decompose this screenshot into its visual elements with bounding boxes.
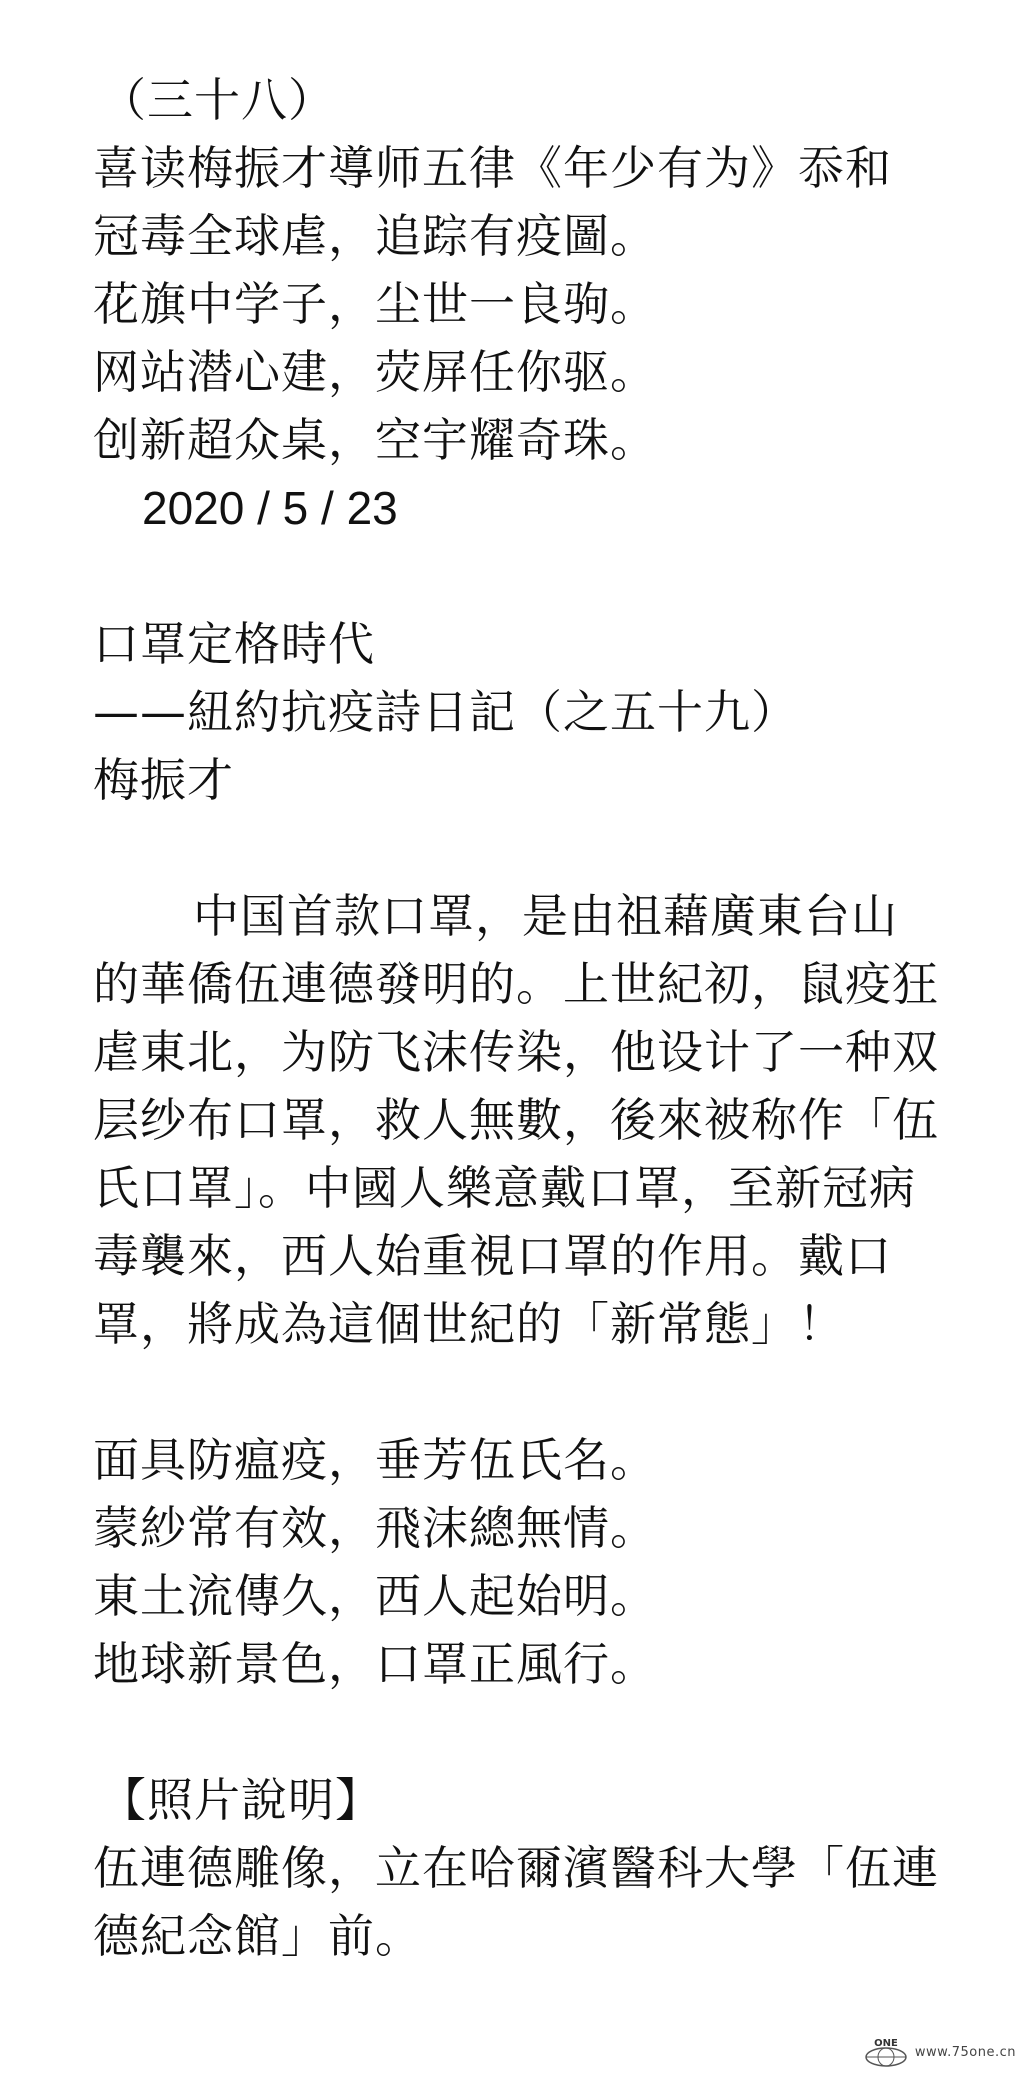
- caption-line: 伍連德雕像，立在哈爾濱醫科大學「伍連: [93, 1841, 939, 1895]
- intro-line: 氏口罩」。中國人樂意戴口罩，至新冠病: [93, 1161, 916, 1215]
- globe-logo-icon: [863, 2036, 909, 2068]
- poem2-line: 蒙紗常有效，飛沫總無情。: [93, 1501, 657, 1555]
- site-watermark: [863, 2036, 1016, 2068]
- intro-line: 层纱布口罩，救人無數，後來被称作「伍: [93, 1093, 939, 1147]
- poem2-line: 東土流傳久，西人起始明。: [93, 1569, 657, 1623]
- article-subtitle: ——紐約抗疫詩日記（之五十九）: [93, 685, 798, 739]
- poem1-date: 2020 / 5 / 23: [142, 482, 398, 534]
- intro-line: 中国首款口罩，是由祖藉廣東台山: [193, 889, 898, 943]
- intro-line: 毒襲來，西人始重視口罩的作用。戴口: [93, 1229, 892, 1283]
- poem2-line: 面具防瘟疫，垂芳伍氏名。: [93, 1433, 657, 1487]
- poem1-line: 花旗中学子，尘世一良驹。: [93, 277, 657, 331]
- poem1-line: 网站潜心建，荧屏任你驱。: [93, 345, 657, 399]
- caption-heading: 【照片說明】: [100, 1773, 382, 1827]
- intro-line: 虐東北，为防飞沫传染，他设计了一种双: [93, 1025, 939, 1079]
- poem1-line: 创新超众桌，空宇耀奇珠。: [93, 413, 657, 467]
- article-title: 口罩定格時代: [93, 617, 375, 671]
- caption-line: 德紀念館」前。: [93, 1909, 422, 1963]
- section-number: （三十八）: [100, 73, 335, 127]
- poem1-title: 喜读梅振才導师五律《年少有为》忝和: [93, 141, 892, 195]
- logo-text: ONE: [874, 2038, 898, 2049]
- poem1-line: 冠毒全球虐，追踪有疫圖。: [93, 209, 657, 263]
- intro-line: 罩，將成為這個世紀的「新常態」！: [93, 1297, 845, 1351]
- article-author: 梅振才: [93, 753, 234, 807]
- intro-line: 的華僑伍連德發明的。上世紀初，鼠疫狂: [93, 957, 939, 1011]
- watermark-site: www.75one.cn: [914, 2044, 1016, 2060]
- poem2-line: 地球新景色，口罩正風行。: [93, 1637, 657, 1691]
